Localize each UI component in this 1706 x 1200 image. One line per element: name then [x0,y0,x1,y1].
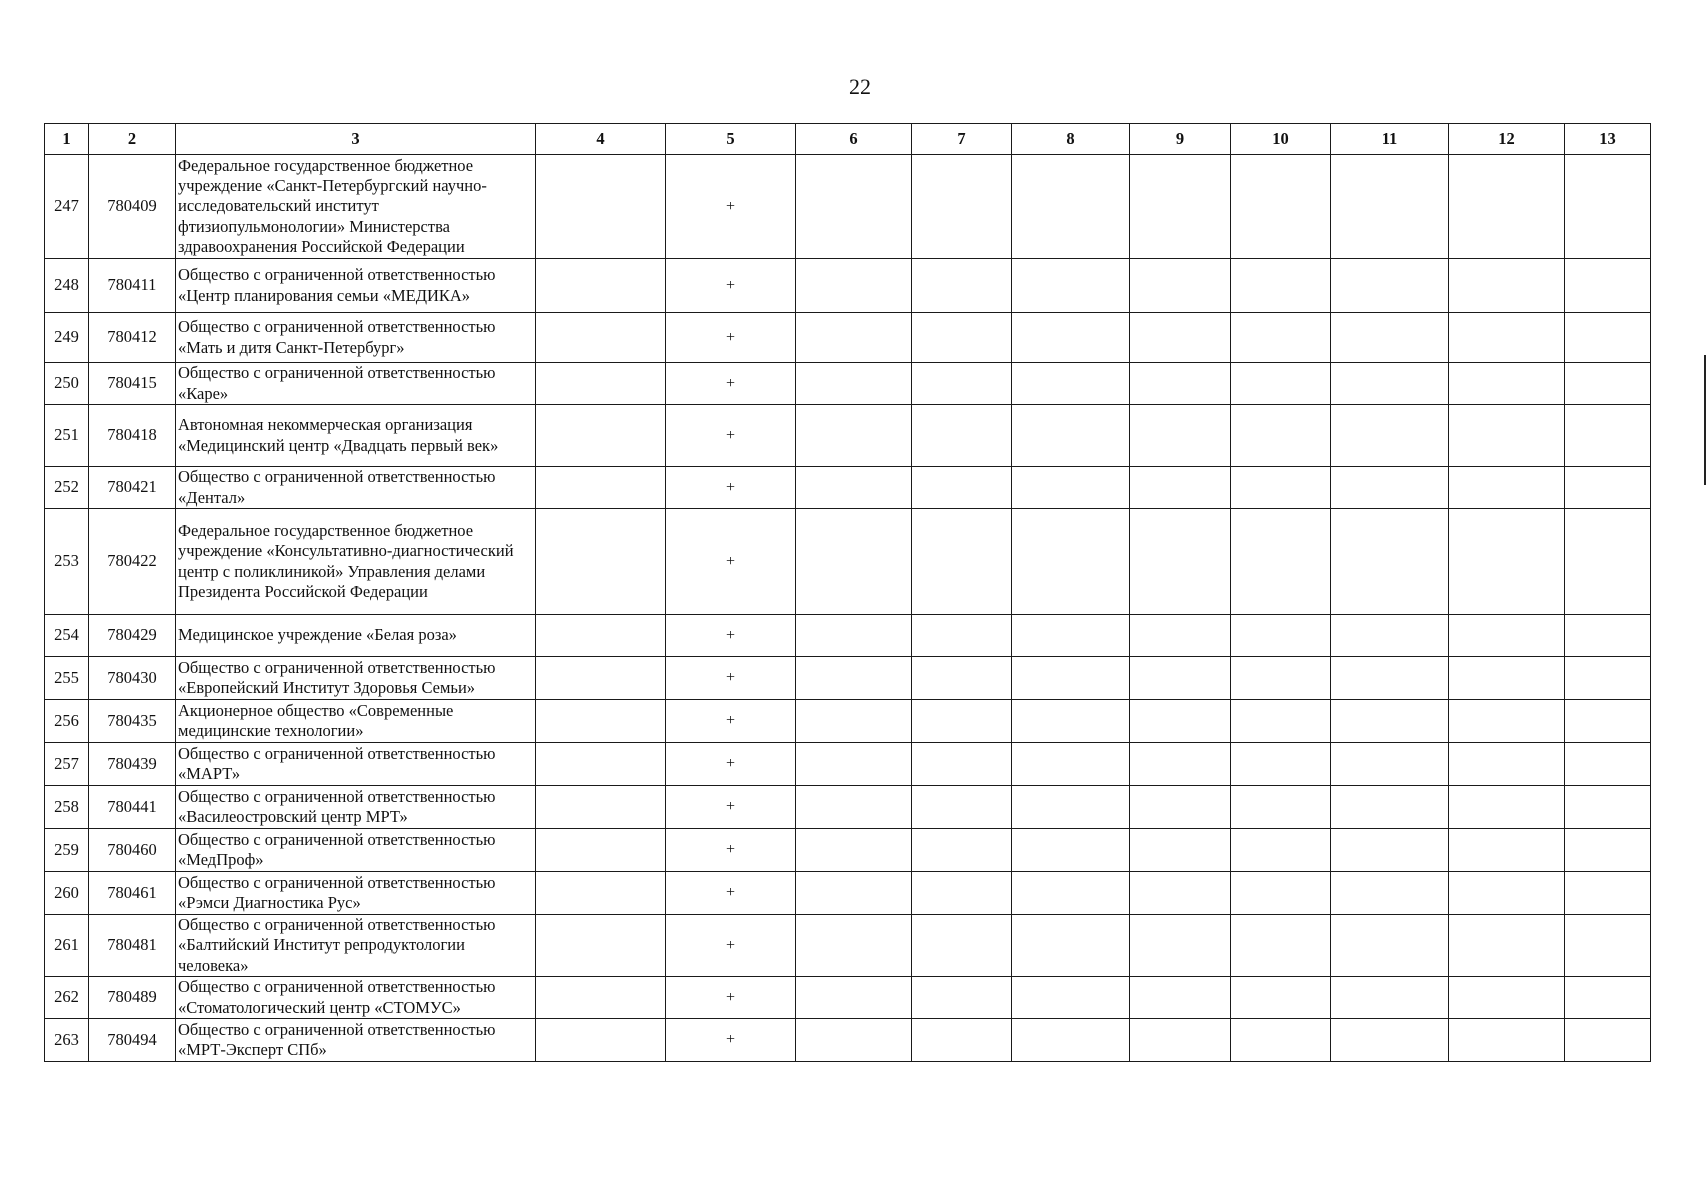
organization-name: Общество с ограниченной ответственностью «Каре» [176,363,536,405]
table-row [45,915,1651,977]
organization-code: 780411 [89,259,176,313]
column-header-5: 5 [666,124,796,155]
cell-col-10 [1231,405,1331,467]
cell-col-9 [1130,615,1231,657]
cell-col-6 [796,700,912,743]
organization-name: Общество с ограниченной ответственностью «Дентал» [176,467,536,509]
organization-code: 780494 [89,1019,176,1062]
cell-col-10 [1231,509,1331,615]
cell-col-13 [1565,313,1651,363]
row-number: 252 [45,467,89,509]
cell-col-7 [912,615,1012,657]
cell-col-10 [1231,467,1331,509]
column-header-7: 7 [912,124,1012,155]
row-number: 249 [45,313,89,363]
plus-mark: + [666,872,796,915]
cell-col-12 [1449,1019,1565,1062]
cell-col-8 [1012,977,1130,1019]
cell-col-7 [912,1019,1012,1062]
organization-code: 780429 [89,615,176,657]
cell-col-4 [536,313,666,363]
row-number: 251 [45,405,89,467]
column-header-4: 4 [536,124,666,155]
cell-col-12 [1449,743,1565,786]
cell-col-11 [1331,743,1449,786]
organization-name: Федеральное государственное бюджетное учреждение «Консультативно-диагностический центр с поликлиникой» Управления делами Президента Российской Федерации [176,509,536,615]
cell-col-10 [1231,829,1331,872]
table-row [45,786,1651,829]
cell-col-13 [1565,405,1651,467]
organization-code: 780409 [89,155,176,259]
organization-code: 780412 [89,313,176,363]
cell-col-10 [1231,743,1331,786]
cell-col-11 [1331,829,1449,872]
organization-code: 780481 [89,915,176,977]
table-row [45,363,1651,405]
table-row [45,155,1651,259]
cell-col-11 [1331,509,1449,615]
row-number: 254 [45,615,89,657]
cell-col-11 [1331,700,1449,743]
row-number: 248 [45,259,89,313]
cell-col-11 [1331,259,1449,313]
organization-name: Общество с ограниченной ответственностью «МАРТ» [176,743,536,786]
cell-col-13 [1565,743,1651,786]
cell-col-8 [1012,872,1130,915]
table-row [45,872,1651,915]
row-number: 262 [45,977,89,1019]
cell-col-7 [912,509,1012,615]
cell-col-11 [1331,155,1449,259]
cell-col-11 [1331,1019,1449,1062]
plus-mark: + [666,313,796,363]
cell-col-8 [1012,313,1130,363]
cell-col-11 [1331,313,1449,363]
organization-code: 780415 [89,363,176,405]
cell-col-10 [1231,977,1331,1019]
cell-col-12 [1449,829,1565,872]
cell-col-6 [796,509,912,615]
column-header-8: 8 [1012,124,1130,155]
cell-col-6 [796,743,912,786]
cell-col-10 [1231,259,1331,313]
organization-code: 780460 [89,829,176,872]
row-number: 250 [45,363,89,405]
cell-col-9 [1130,829,1231,872]
organization-code: 780430 [89,657,176,700]
row-number: 261 [45,915,89,977]
cell-col-11 [1331,786,1449,829]
cell-col-11 [1331,615,1449,657]
cell-col-9 [1130,977,1231,1019]
cell-col-8 [1012,915,1130,977]
column-header-1: 1 [45,124,89,155]
cell-col-6 [796,915,912,977]
cell-col-8 [1012,615,1130,657]
cell-col-6 [796,405,912,467]
cell-col-9 [1130,363,1231,405]
cell-col-13 [1565,977,1651,1019]
cell-col-8 [1012,700,1130,743]
column-header-12: 12 [1449,124,1565,155]
organization-name: Общество с ограниченной ответственностью «Балтийский Институт репродуктологии человека» [176,915,536,977]
column-header-13: 13 [1565,124,1651,155]
cell-col-7 [912,155,1012,259]
cell-col-12 [1449,259,1565,313]
cell-col-6 [796,977,912,1019]
cell-col-10 [1231,915,1331,977]
cell-col-4 [536,829,666,872]
cell-col-4 [536,467,666,509]
row-number: 247 [45,155,89,259]
table-row [45,657,1651,700]
row-number: 253 [45,509,89,615]
cell-col-11 [1331,977,1449,1019]
cell-col-8 [1012,405,1130,467]
organization-code: 780489 [89,977,176,1019]
cell-col-4 [536,700,666,743]
cell-col-6 [796,313,912,363]
table-row [45,467,1651,509]
row-number: 263 [45,1019,89,1062]
organization-code: 780435 [89,700,176,743]
plus-mark: + [666,363,796,405]
cell-col-12 [1449,915,1565,977]
cell-col-10 [1231,313,1331,363]
cell-col-13 [1565,829,1651,872]
cell-col-10 [1231,872,1331,915]
column-header-10: 10 [1231,124,1331,155]
column-header-6: 6 [796,124,912,155]
table-row [45,259,1651,313]
cell-col-9 [1130,467,1231,509]
cell-col-8 [1012,657,1130,700]
cell-col-11 [1331,915,1449,977]
plus-mark: + [666,405,796,467]
column-header-3: 3 [176,124,536,155]
cell-col-6 [796,657,912,700]
plus-mark: + [666,467,796,509]
cell-col-4 [536,743,666,786]
table-row [45,743,1651,786]
cell-col-9 [1130,509,1231,615]
cell-col-12 [1449,509,1565,615]
plus-mark: + [666,977,796,1019]
plus-mark: + [666,743,796,786]
cell-col-12 [1449,872,1565,915]
cell-col-4 [536,977,666,1019]
organization-name: Общество с ограниченной ответственностью «Стоматологический центр «СТОМУС» [176,977,536,1019]
organization-name: Акционерное общество «Современные медицинские технологии» [176,700,536,743]
cell-col-12 [1449,615,1565,657]
plus-mark: + [666,786,796,829]
plus-mark: + [666,155,796,259]
header-row [45,124,1651,155]
cell-col-8 [1012,509,1130,615]
plus-mark: + [666,915,796,977]
plus-mark: + [666,829,796,872]
row-number: 258 [45,786,89,829]
row-number: 259 [45,829,89,872]
cell-col-12 [1449,786,1565,829]
column-header-11: 11 [1331,124,1449,155]
cell-col-12 [1449,363,1565,405]
cell-col-8 [1012,743,1130,786]
plus-mark: + [666,509,796,615]
cell-col-4 [536,872,666,915]
cell-col-7 [912,977,1012,1019]
cell-col-9 [1130,872,1231,915]
table-row [45,1019,1651,1062]
cell-col-13 [1565,700,1651,743]
cell-col-9 [1130,405,1231,467]
plus-mark: + [666,657,796,700]
cell-col-7 [912,405,1012,467]
table-row [45,615,1651,657]
organization-name: Общество с ограниченной ответственностью «МедПроф» [176,829,536,872]
cell-col-7 [912,700,1012,743]
cell-col-9 [1130,915,1231,977]
cell-col-11 [1331,405,1449,467]
table-row [45,509,1651,615]
organization-name: Общество с ограниченной ответственностью «Мать и дитя Санкт-Петербург» [176,313,536,363]
cell-col-12 [1449,977,1565,1019]
cell-col-6 [796,259,912,313]
organization-code: 780421 [89,467,176,509]
cell-col-10 [1231,155,1331,259]
organization-code: 780461 [89,872,176,915]
cell-col-6 [796,786,912,829]
organization-name: Медицинское учреждение «Белая роза» [176,615,536,657]
table-row [45,700,1651,743]
row-number: 255 [45,657,89,700]
cell-col-10 [1231,657,1331,700]
cell-col-4 [536,405,666,467]
cell-col-9 [1130,1019,1231,1062]
cell-col-13 [1565,915,1651,977]
cell-col-11 [1331,363,1449,405]
cell-col-8 [1012,259,1130,313]
cell-col-12 [1449,405,1565,467]
cell-col-4 [536,915,666,977]
cell-col-8 [1012,829,1130,872]
table-row [45,977,1651,1019]
cell-col-8 [1012,363,1130,405]
cell-col-12 [1449,467,1565,509]
cell-col-13 [1565,363,1651,405]
plus-mark: + [666,700,796,743]
cell-col-10 [1231,1019,1331,1062]
cell-col-10 [1231,700,1331,743]
cell-col-7 [912,743,1012,786]
cell-col-9 [1130,786,1231,829]
cell-col-4 [536,259,666,313]
table-row [45,405,1651,467]
row-number: 257 [45,743,89,786]
cell-col-6 [796,829,912,872]
cell-col-13 [1565,786,1651,829]
cell-col-9 [1130,259,1231,313]
cell-col-10 [1231,786,1331,829]
plus-mark: + [666,259,796,313]
organization-code: 780418 [89,405,176,467]
cell-col-13 [1565,259,1651,313]
cell-col-4 [536,1019,666,1062]
cell-col-13 [1565,615,1651,657]
cell-col-11 [1331,657,1449,700]
table-row [45,313,1651,363]
cell-col-13 [1565,1019,1651,1062]
cell-col-8 [1012,786,1130,829]
organization-code: 780422 [89,509,176,615]
cell-col-7 [912,313,1012,363]
organization-name: Общество с ограниченной ответственностью «Центр планирования семьи «МЕДИКА» [176,259,536,313]
organization-code: 780439 [89,743,176,786]
cell-col-9 [1130,743,1231,786]
cell-col-10 [1231,615,1331,657]
organization-name: Автономная некоммерческая организация «Медицинский центр «Двадцать первый век» [176,405,536,467]
cell-col-9 [1130,657,1231,700]
organization-name: Общество с ограниченной ответственностью «Василеостровский центр МРТ» [176,786,536,829]
cell-col-13 [1565,509,1651,615]
cell-col-7 [912,872,1012,915]
cell-col-6 [796,363,912,405]
organization-name: Общество с ограниченной ответственностью «МРТ-Эксперт СПб» [176,1019,536,1062]
cell-col-7 [912,786,1012,829]
cell-col-13 [1565,467,1651,509]
page-number: 22 [849,74,871,99]
cell-col-4 [536,615,666,657]
table-row [45,829,1651,872]
cell-col-4 [536,509,666,615]
cell-col-6 [796,155,912,259]
row-number: 256 [45,700,89,743]
plus-mark: + [666,1019,796,1062]
organization-name: Федеральное государственное бюджетное учреждение «Санкт-Петербургский научно-исследовательский институт фтизиопульмонологии» Министерства здравоохранения Российской Федерации [176,155,536,259]
organization-name: Общество с ограниченной ответственностью «Рэмси Диагностика Рус» [176,872,536,915]
organization-name: Общество с ограниченной ответственностью «Европейский Институт Здоровья Семьи» [176,657,536,700]
cell-col-9 [1130,155,1231,259]
cell-col-12 [1449,657,1565,700]
row-number: 260 [45,872,89,915]
cell-col-4 [536,786,666,829]
cell-col-4 [536,363,666,405]
cell-col-6 [796,872,912,915]
cell-col-12 [1449,313,1565,363]
cell-col-7 [912,657,1012,700]
cell-col-10 [1231,363,1331,405]
cell-col-7 [912,259,1012,313]
cell-col-4 [536,657,666,700]
column-header-9: 9 [1130,124,1231,155]
table-body [45,155,1651,1062]
cell-col-9 [1130,700,1231,743]
cell-col-9 [1130,313,1231,363]
cell-col-7 [912,363,1012,405]
cell-col-8 [1012,155,1130,259]
cell-col-6 [796,1019,912,1062]
cell-col-6 [796,615,912,657]
cell-col-8 [1012,467,1130,509]
plus-mark: + [666,615,796,657]
cell-col-11 [1331,467,1449,509]
cell-col-11 [1331,872,1449,915]
cell-col-12 [1449,155,1565,259]
cell-col-7 [912,915,1012,977]
registry-table [44,123,1651,1062]
organization-code: 780441 [89,786,176,829]
cell-col-7 [912,829,1012,872]
cell-col-13 [1565,155,1651,259]
column-header-2: 2 [89,124,176,155]
cell-col-13 [1565,657,1651,700]
cell-col-12 [1449,700,1565,743]
cell-col-13 [1565,872,1651,915]
cell-col-8 [1012,1019,1130,1062]
cell-col-7 [912,467,1012,509]
cell-col-4 [536,155,666,259]
cell-col-6 [796,467,912,509]
